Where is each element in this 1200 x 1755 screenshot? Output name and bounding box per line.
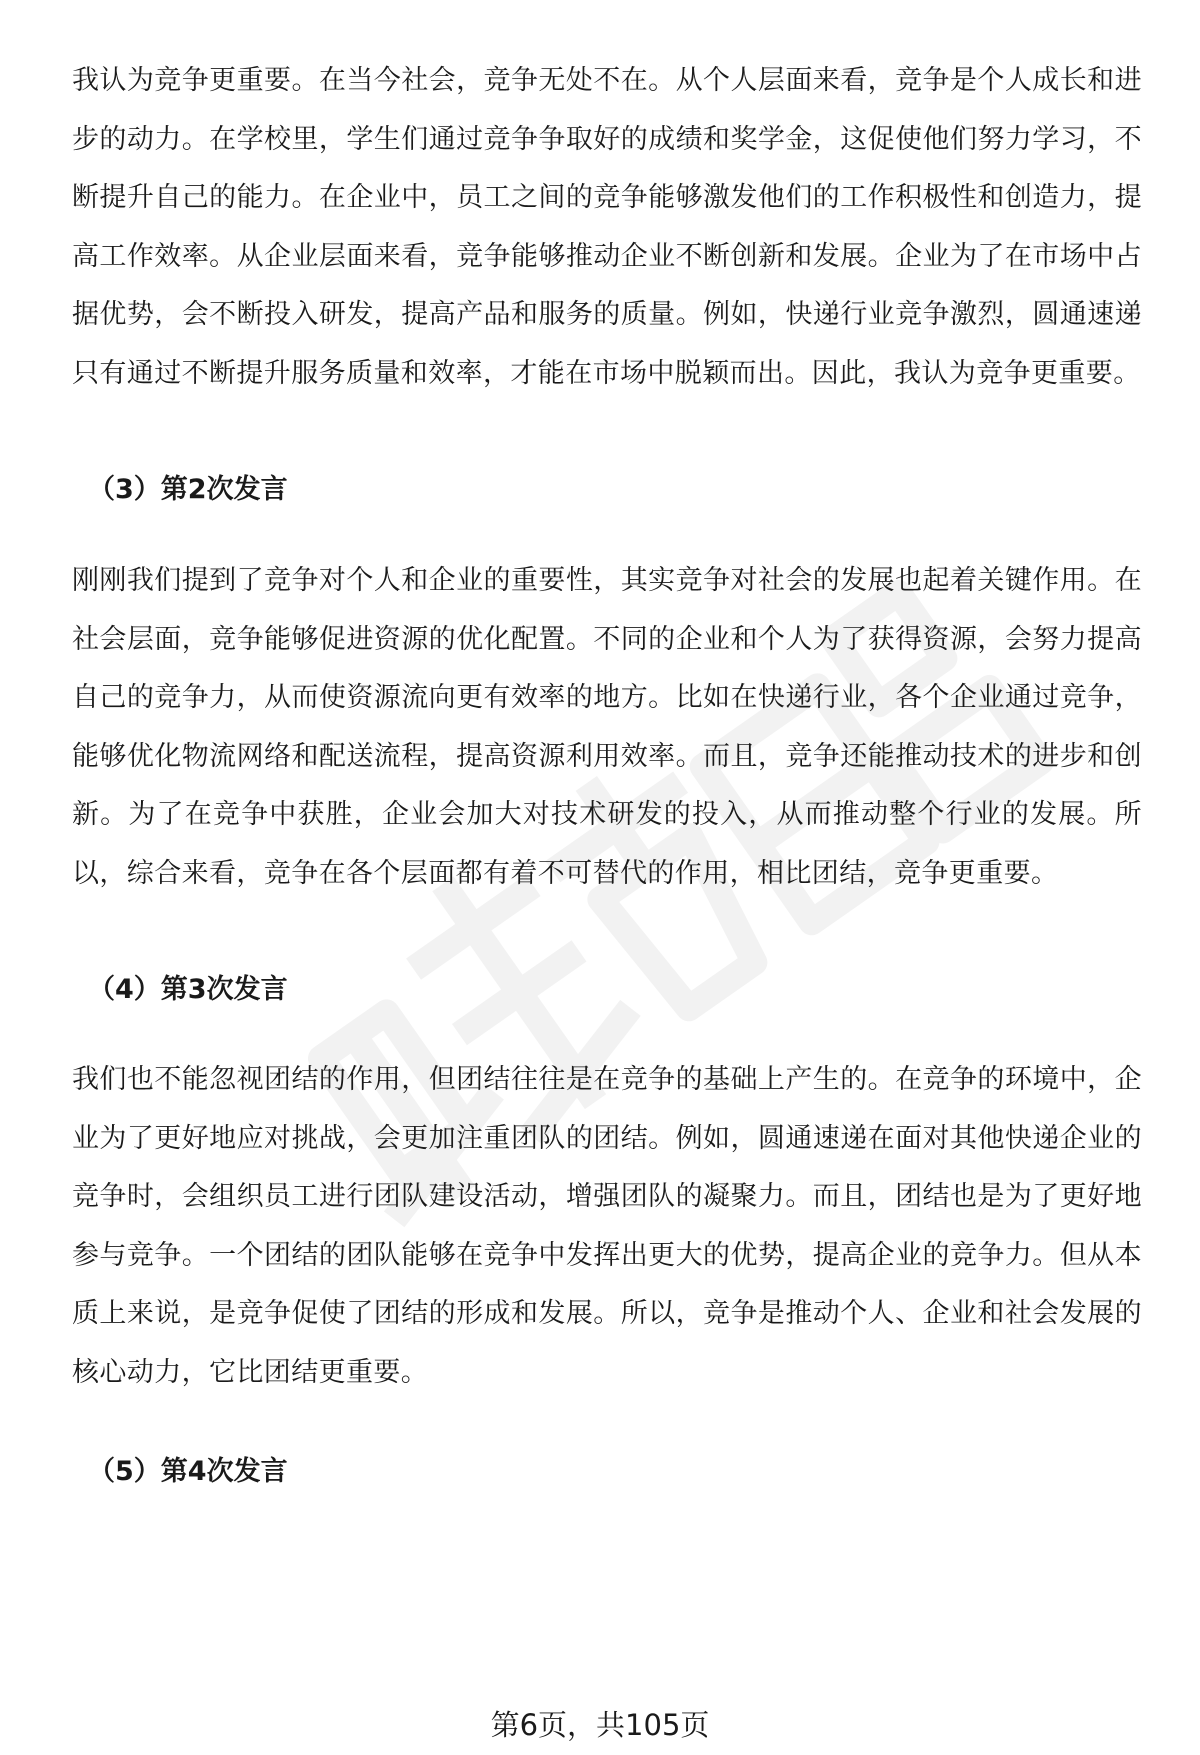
heading-third-speech: （4）第3次发言 bbox=[88, 974, 288, 1005]
paragraph-third-speech: 我们也不能忽视团结的作用，但团结往往是在竞争的基础上产生的。在竞争的环境中，企业为了更好地应对挑战，会更加注重团队的团结。例如，圆通速递在面对其他快递企业的竞争时，会组织员工进行团队建设活动，增强团队的凝聚力。而且，团结也是为了更好地参与竞争。一个团结的团队能够在竞争中发挥出更大的优势，提高企业的竞争力。但从本质上来说，是竞争促使了团结的形成和发展。所以，竞争是推动个人、企业和社会发展的核心动力，它比团结更重要。 bbox=[72, 1064, 1142, 1388]
paragraph-first-speech: 我认为竞争更重要。在当今社会，竞争无处不在。从个人层面来看，竞争是个人成长和进步的动力。在学校里，学生们通过竞争争取好的成绩和奖学金，这促使他们努力学习，不断提升自己的能力。在企业中，员工之间的竞争能够激发他们的工作积极性和创造力，提高工作效率。从企业层面来看，竞争能够推动企业不断创新和发展。企业为了在市场中占据优势，会不断投入研发，提高产品和服务的质量。例如，快递行业竞争激烈，圆通速递只有通过不断提升服务质量和效率，才能在市场中脱颖而出。因此，我认为竞争更重要。 bbox=[72, 65, 1142, 389]
paragraph-second-speech: 刚刚我们提到了竞争对个人和企业的重要性，其实竞争对社会的发展也起着关键作用。在社会层面，竞争能够促进资源的优化配置。不同的企业和个人为了获得资源，会努力提高自己的竞争力，从而使资源流向更有效率的地方。比如在快递行业，各个企业通过竞争，能够优化物流网络和配送流程，提高资源利用效率。而且，竞争还能推动技术的进步和创新。为了在竞争中获胜，企业会加大对技术研发的投入，从而推动整个行业的发展。所以，综合来看，竞争在各个层面都有着不可替代的作用，相比团结，竞争更重要。 bbox=[72, 565, 1142, 889]
heading-second-speech: （3）第2次发言 bbox=[88, 474, 288, 505]
heading-fourth-speech: （5）第4次发言 bbox=[88, 1456, 288, 1487]
page-number: 第6页，共105页 bbox=[490, 1708, 710, 1742]
